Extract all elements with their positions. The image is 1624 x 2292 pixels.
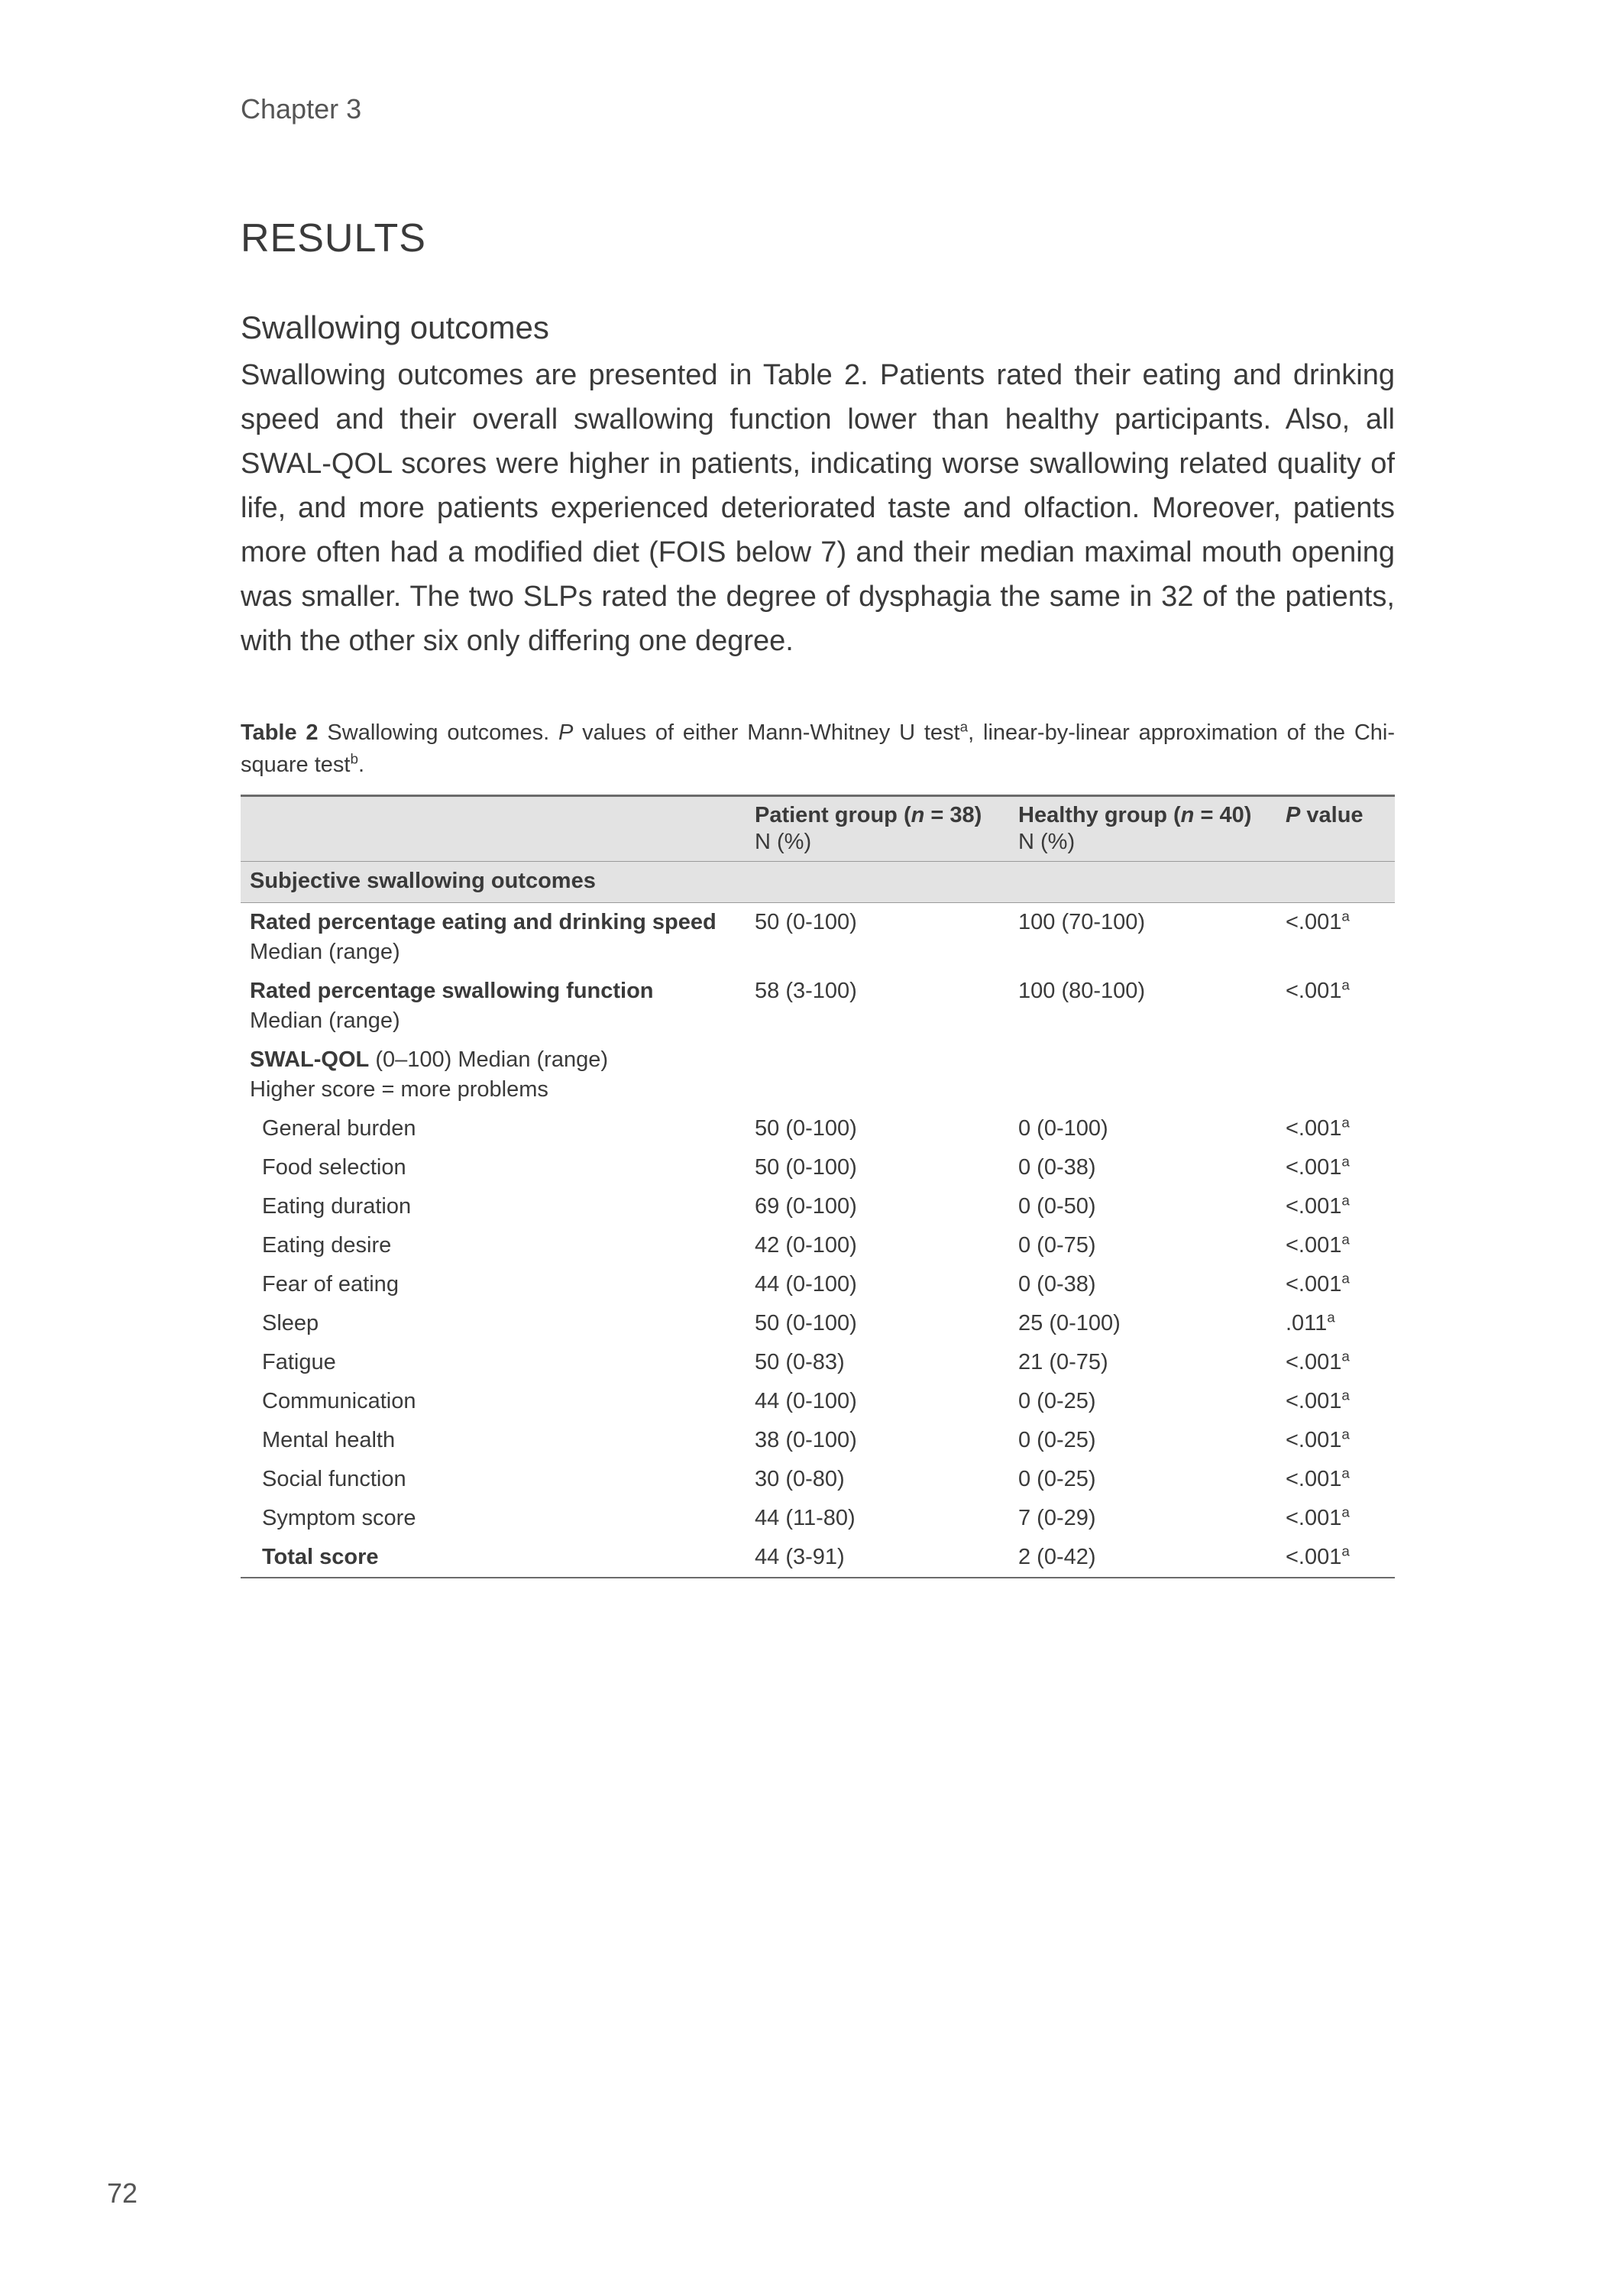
row-label: Mental health bbox=[262, 1428, 396, 1452]
caption-sup-b: b bbox=[350, 750, 358, 767]
table-header-row bbox=[241, 796, 1395, 862]
cell-patient: 50 (0-100) bbox=[755, 910, 857, 934]
table-row-total bbox=[241, 1538, 1395, 1578]
cell-patient: 38 (0-100) bbox=[755, 1428, 857, 1452]
caption-text-1: Swallowing outcomes. bbox=[318, 720, 558, 745]
table-row bbox=[241, 1382, 1395, 1421]
cell-p-value: <.001$^a$ bbox=[1286, 1465, 1350, 1491]
cell-patient: 44 (11-80) bbox=[755, 1506, 856, 1530]
cell-p-value: <.001$^a$ bbox=[1286, 1192, 1350, 1219]
page-number: 72 bbox=[107, 2177, 138, 2209]
header-healthy-group: Healthy group (n = 40) N (%) bbox=[1009, 796, 1276, 862]
table-row bbox=[241, 1499, 1395, 1538]
row-label: Fatigue bbox=[262, 1350, 336, 1374]
row-label: Symptom score bbox=[262, 1506, 416, 1530]
table-row bbox=[241, 1265, 1395, 1304]
row-label: Food selection bbox=[262, 1155, 406, 1180]
cell-healthy: 7 (0-29) bbox=[1018, 1506, 1096, 1530]
cell-p-value: <.001$^a$ bbox=[1286, 1153, 1350, 1180]
row-label: SWAL-QOL (0–100) Median (range) Higher score = more problems bbox=[250, 1047, 608, 1102]
running-head: Chapter 3 bbox=[241, 93, 362, 125]
row-label: General burden bbox=[262, 1116, 416, 1141]
table-row bbox=[241, 1148, 1395, 1187]
cell-p-value: <.001$^a$ bbox=[1286, 1504, 1350, 1530]
cell-healthy: 0 (0-38) bbox=[1018, 1155, 1096, 1180]
cell-patient: 42 (0-100) bbox=[755, 1233, 857, 1258]
cell-healthy: 0 (0-75) bbox=[1018, 1233, 1096, 1258]
cell-healthy: 0 (0-25) bbox=[1018, 1467, 1096, 1491]
table-row bbox=[241, 1421, 1395, 1460]
header-patient-sub: N (%) bbox=[755, 830, 812, 854]
cell-p-value: .011$^a$ bbox=[1286, 1309, 1335, 1335]
cell-p-value: <.001$^a$ bbox=[1286, 908, 1350, 934]
cell-p-value: <.001$^a$ bbox=[1286, 1114, 1350, 1141]
header-patient-group: Patient group (n = 38) N (%) bbox=[746, 796, 1009, 862]
cell-p-value: <.001$^a$ bbox=[1286, 1426, 1350, 1452]
cell-healthy: 2 (0-42) bbox=[1009, 1538, 1276, 1578]
cell-patient: 30 (0-80) bbox=[755, 1467, 845, 1491]
table-row bbox=[241, 1187, 1395, 1226]
cell-healthy: 0 (0-25) bbox=[1018, 1389, 1096, 1413]
results-paragraph: Swallowing outcomes are presented in Table 2. Patients rated their eating and drinking speed and their overall swallowing function lower than healthy participants. Also, all SWAL-QOL scores were higher in patients, indicating worse swallowing related quality of life, and more patients experienced deteriorated taste and olfaction. Moreover, patients more often had a modified diet (FOIS below 7) and their median maximal mouth opening was smaller. The two SLPs rated the degree of dysphagia the same in 32 of the patients, with the other six only differing one degree. bbox=[241, 359, 1395, 657]
swallowing-outcomes-table bbox=[241, 795, 1395, 1578]
header-healthy-sub: N (%) bbox=[1018, 830, 1076, 854]
cell-p-value: <.001$^a$ bbox=[1286, 976, 1350, 1003]
cell-p-value: <.001$^a$ bbox=[1276, 1538, 1395, 1578]
table-row bbox=[241, 1226, 1395, 1265]
cell-healthy: 25 (0-100) bbox=[1018, 1311, 1121, 1335]
cell-healthy: 100 (80-100) bbox=[1018, 979, 1146, 1003]
table-row bbox=[241, 1041, 1395, 1109]
row-label: Social function bbox=[262, 1467, 406, 1491]
row-label: Total score bbox=[241, 1538, 746, 1578]
section-heading: RESULTS bbox=[241, 216, 426, 261]
row-label: Communication bbox=[262, 1389, 416, 1413]
cell-patient: 44 (0-100) bbox=[755, 1389, 857, 1413]
row-label: Eating duration bbox=[262, 1194, 412, 1219]
table-caption bbox=[241, 717, 1395, 781]
cell-patient: 50 (0-100) bbox=[755, 1311, 857, 1335]
cell-patient: 58 (3-100) bbox=[755, 979, 857, 1003]
table-label: Table 2 bbox=[241, 720, 319, 745]
cell-p-value: <.001$^a$ bbox=[1286, 1231, 1350, 1258]
cell-healthy: 21 (0-75) bbox=[1018, 1350, 1108, 1374]
cell-patient: 69 (0-100) bbox=[755, 1194, 857, 1219]
caption-p-italic: P bbox=[558, 720, 574, 745]
row-label: Fear of eating bbox=[262, 1272, 399, 1297]
group-row bbox=[241, 862, 1395, 903]
caption-sup-a: a bbox=[959, 718, 969, 735]
cell-healthy: 0 (0-100) bbox=[1018, 1116, 1108, 1141]
header-empty bbox=[241, 796, 746, 862]
table-row bbox=[241, 1343, 1395, 1382]
table-row bbox=[241, 972, 1395, 1041]
table-row bbox=[241, 1109, 1395, 1148]
row-label: Rated percentage swallowing function Median (range) bbox=[250, 979, 654, 1033]
cell-p-value: <.001$^a$ bbox=[1286, 1387, 1350, 1413]
cell-patient: 50 (0-100) bbox=[755, 1155, 857, 1180]
caption-text-2: values of either Mann-Whitney U test bbox=[573, 720, 960, 745]
table-row bbox=[241, 1304, 1395, 1343]
header-p-value: P value bbox=[1286, 803, 1364, 827]
caption-text-4: . bbox=[357, 753, 365, 777]
cell-healthy: 0 (0-38) bbox=[1018, 1272, 1096, 1297]
cell-p-value: <.001$^a$ bbox=[1286, 1270, 1350, 1297]
caption-text-3: , linear-by-linear approximation of the Chi-square test bbox=[241, 720, 1396, 777]
cell-patient: 44 (3-91) bbox=[746, 1538, 1009, 1578]
group-title: Subjective swallowing outcomes bbox=[241, 862, 1395, 903]
row-label: Rated percentage eating and drinking speed Median (range) bbox=[250, 910, 717, 964]
cell-patient: 50 (0-100) bbox=[755, 1116, 857, 1141]
cell-patient: 44 (0-100) bbox=[755, 1272, 857, 1297]
cell-patient: 50 (0-83) bbox=[755, 1350, 845, 1374]
cell-healthy: 0 (0-50) bbox=[1018, 1194, 1096, 1219]
row-label: Eating desire bbox=[262, 1233, 392, 1258]
cell-healthy: 0 (0-25) bbox=[1018, 1428, 1096, 1452]
cell-healthy: 100 (70-100) bbox=[1018, 910, 1146, 934]
cell-p-value: <.001$^a$ bbox=[1286, 1348, 1350, 1374]
table-row bbox=[241, 1460, 1395, 1499]
row-label: Sleep bbox=[262, 1311, 319, 1335]
subsection-heading: Swallowing outcomes bbox=[241, 309, 549, 345]
table-row bbox=[241, 903, 1395, 973]
